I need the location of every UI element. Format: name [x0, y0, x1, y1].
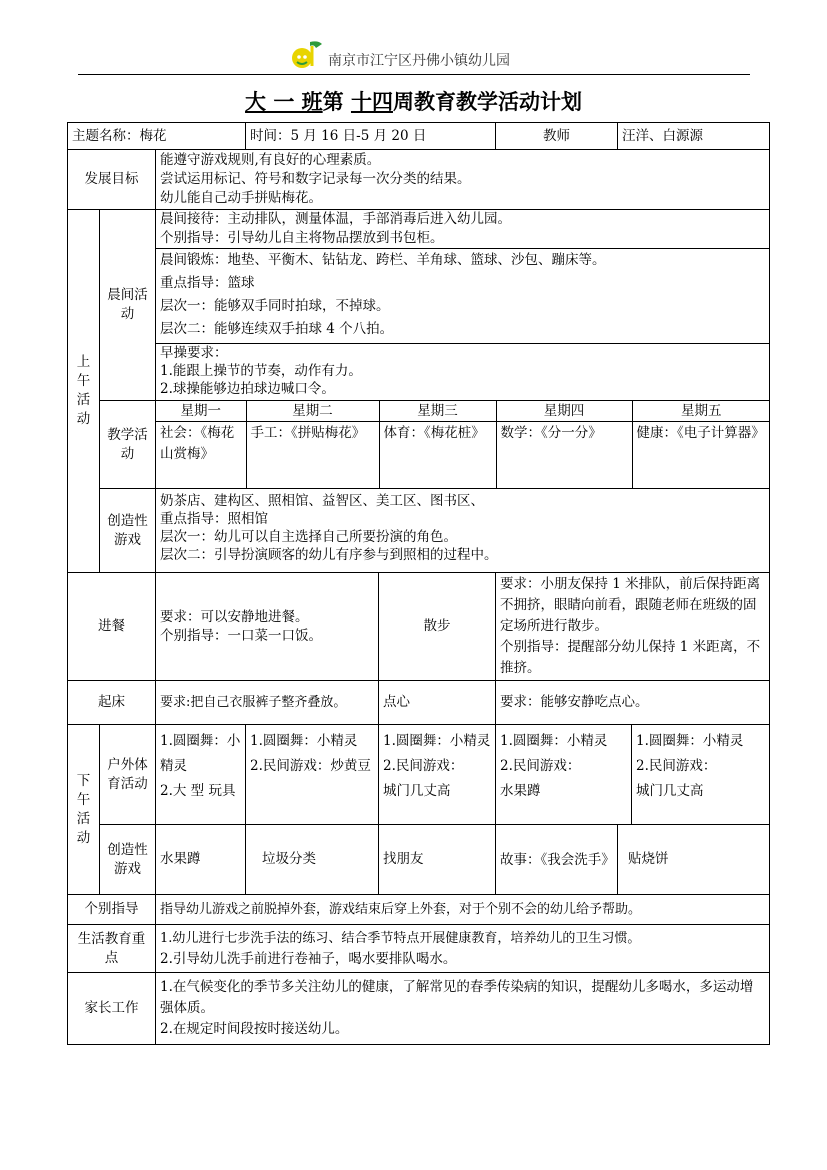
- drill-line: 早操要求：: [160, 345, 228, 361]
- weekday-header: 星期一: [156, 401, 246, 422]
- afternoon-creative-cell: 垃圾分类: [246, 825, 379, 895]
- life-content: [156, 925, 770, 973]
- walk-line: 个别指导：提醒部分幼儿保持 1 米距离，不推挤。: [500, 639, 761, 676]
- exercise-line: 层次二：能够连续双手拍球 4 个八拍。: [160, 321, 394, 337]
- page-title: [0, 86, 827, 116]
- family-line: 1.在气候变化的季节多关注幼儿的健康，了解常见的春季传染病的知识，提醒幼儿多喝水，多运动增强体质。: [160, 979, 754, 1016]
- outdoor-cell-wed: [379, 725, 496, 825]
- reception-line: 晨间接待：主动排队，测量体温，手部消毒后进入幼儿园。: [160, 211, 511, 227]
- snack-label: 点心: [379, 681, 496, 725]
- creative-line: 奶茶店、建构区、照相馆、益智区、美工区、图书区、: [160, 493, 484, 509]
- weekday-header: 星期三: [379, 401, 496, 422]
- individual-row: [68, 895, 770, 925]
- afternoon-creative-cell: 找朋友: [379, 825, 496, 895]
- exercise-line: 层次一：能够双手同时拍球，不掉球。: [160, 298, 390, 314]
- plan-table: [67, 122, 770, 1045]
- teaching-cell: 体育：《梅花桩》: [379, 422, 496, 488]
- outdoor-line: 水果蹲: [500, 783, 541, 799]
- meal-label: 进餐: [68, 573, 156, 681]
- outdoor-line: 2.民间游戏：: [636, 758, 717, 774]
- morning-activity-content: [156, 210, 770, 401]
- school-logo: [288, 38, 326, 70]
- theme-cell: 主题名称：梅花: [68, 123, 246, 150]
- creative-line: 层次一：幼儿可以自主选择自己所要扮演的角色。: [160, 529, 457, 545]
- creative-line: 层次二：引导扮演顾客的幼儿有序参与到照相的过程中。: [160, 547, 498, 563]
- outdoor-line: 2.大 型 玩具: [160, 783, 236, 799]
- outdoor-cell-tue: [246, 725, 379, 825]
- morning-section-label: 上午活动: [68, 210, 100, 573]
- exercise-line: 晨间锻炼：地垫、平衡木、钻钻龙、跨栏、羊角球、篮球、沙包、蹦床等。: [160, 252, 606, 268]
- meal-content: [156, 573, 379, 681]
- wake-content: 要求:把自己衣服裤子整齐叠放。: [156, 681, 379, 725]
- outdoor-line: 城门几丈高: [636, 783, 704, 799]
- family-line: 2.在规定时间段按时接送幼儿。: [160, 1021, 349, 1037]
- teaching-cell: 数学：《分一分》: [496, 422, 632, 488]
- outdoor-line: 1.圆圈舞：小精灵: [636, 733, 744, 749]
- afternoon-creative-label: 创造性游戏: [100, 825, 156, 895]
- walk-line: 要求：小朋友保持 1 米排队，前后保持距离不拥挤，眼睛向前看，跟随老师在班级的固定场所进行散步。: [500, 576, 761, 634]
- morning-creative-label: 创造性游戏: [100, 489, 156, 573]
- morning-creative-content: [156, 489, 770, 573]
- meal-line: 个别指导：一口菜一口饭。: [160, 627, 322, 644]
- goal-line: 幼儿能自己动手拼贴梅花。: [160, 190, 322, 206]
- teacher-names: 汪洋、白源源: [618, 123, 770, 150]
- morning-activity-label: 晨间活动: [100, 210, 156, 401]
- afternoon-section-label: 下午活动: [68, 725, 100, 895]
- life-label: 生活教育重 点: [68, 925, 156, 973]
- outdoor-cell-thu: [496, 725, 632, 825]
- teaching-label: 教学活动: [100, 401, 156, 489]
- wake-row: [68, 681, 770, 725]
- reception-line: 个别指导：引导幼儿自主将物品摆放到书包柜。: [160, 230, 444, 246]
- outdoor-cell-fri: [632, 725, 770, 825]
- wake-label: 起床: [68, 681, 156, 725]
- teaching-grid: [156, 401, 770, 489]
- outdoor-line: 1.圆圈舞：小精灵: [160, 733, 241, 774]
- walk-content: [496, 573, 770, 681]
- morning-activity-row: [68, 210, 770, 401]
- time-cell: 时间：5 月 16 日-5 月 20 日: [246, 123, 496, 150]
- outdoor-row: [68, 725, 770, 825]
- snack-content: 要求：能够安静吃点心。: [496, 681, 770, 725]
- weekday-header: 星期四: [496, 401, 632, 422]
- exercise-line: 重点指导：篮球: [160, 275, 255, 291]
- outdoor-line: 1.圆圈舞：小精灵: [500, 733, 608, 749]
- family-content: [156, 973, 770, 1045]
- drill-line: 1.能跟上操节的节奏，动作有力。: [160, 363, 362, 379]
- teacher-label: 教师: [496, 123, 618, 150]
- afternoon-creative-cell: 水果蹲: [156, 825, 246, 895]
- goals-label: 发展目标: [68, 150, 156, 210]
- drill-line: 2.球操能够边拍球边喊口令。: [160, 381, 335, 397]
- life-line: 2.引导幼儿洗手前进行卷袖子，喝水要排队喝水。: [160, 950, 457, 967]
- meal-row: [68, 573, 770, 681]
- weekday-header: 星期五: [632, 401, 770, 422]
- teaching-cell: 手工：《拼贴梅花》: [246, 422, 379, 488]
- week-number: 十四: [350, 90, 393, 114]
- individual-content: 指导幼儿游戏之前脱掉外套，游戏结束后穿上外套，对于个别不会的幼儿给予帮助。: [156, 895, 770, 925]
- outdoor-line: 2.民间游戏：: [383, 758, 464, 774]
- family-row: [68, 973, 770, 1045]
- outdoor-line: 1.圆圈舞：小精灵: [383, 733, 491, 749]
- weekday-header: 星期二: [246, 401, 379, 422]
- afternoon-creative-row: [68, 825, 770, 895]
- title-di: 第: [322, 90, 344, 114]
- morning-creative-row: [68, 489, 770, 573]
- teaching-cell: 健康：《电子计算器》: [632, 422, 770, 488]
- goal-line: 能遵守游戏规则,有良好的心理素质。: [160, 152, 381, 168]
- goal-line: 尝试运用标记、符号和数字记录每一次分类的结果。: [160, 171, 471, 187]
- meal-line: 要求：可以安静地进餐。: [160, 608, 309, 625]
- goals-row: [68, 150, 770, 210]
- info-row: [68, 123, 770, 150]
- class-name: 大 一 班: [245, 90, 323, 114]
- teaching-cell: 社会：《梅花山赏梅》: [156, 422, 246, 488]
- outdoor-label: 户外体育活动: [100, 725, 156, 825]
- life-line: 1.幼儿进行七步洗手法的练习、结合季节特点开展健康教育，培养幼儿的卫生习惯。: [160, 930, 641, 946]
- outdoor-line: 2.民间游戏：: [500, 758, 581, 774]
- creative-line: 重点指导：照相馆: [160, 511, 268, 527]
- afternoon-creative-cell: 故事：《我会洗手》: [496, 825, 618, 895]
- outdoor-line: 城门几丈高: [383, 783, 451, 799]
- individual-label: 个别指导: [68, 895, 156, 925]
- outdoor-line: 1.圆圈舞：小精灵 2.民间游戏：炒黄豆: [250, 733, 371, 774]
- walk-label: 散步: [379, 573, 496, 681]
- school-name: 南京市江宁区丹佛小镇幼儿园: [328, 53, 510, 69]
- page-header: [78, 36, 750, 75]
- teaching-row: [68, 401, 770, 489]
- outdoor-cell-mon: [156, 725, 246, 825]
- goals-content: [156, 150, 770, 210]
- afternoon-creative-cell: 贴烧饼: [618, 825, 770, 895]
- family-label: 家长工作: [68, 973, 156, 1045]
- title-rest: 周教育教学活动计划: [392, 90, 582, 114]
- life-row: [68, 925, 770, 973]
